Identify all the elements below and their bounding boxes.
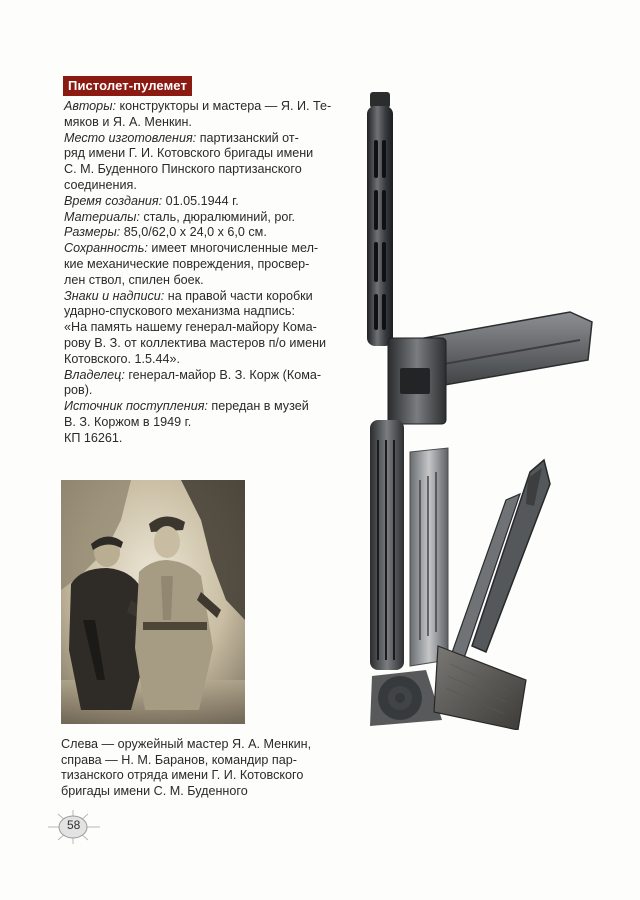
marks-line-3: «На память нашему генерал-майору Кома-: [64, 320, 317, 335]
authors-line: [64, 99, 348, 115]
marks-label: Знаки и надписи:: [64, 288, 165, 303]
authors-label: Авторы:: [64, 99, 116, 113]
marks-line-4: рову В. З. от коллектива мастеров п/о имени: [64, 335, 327, 350]
place-line-3: С. М. Буденного Пинского партизанского: [64, 162, 302, 177]
folding-stock: [448, 460, 550, 670]
owner-line-2: ров).: [64, 383, 93, 398]
condition-line-3: лен ствол, спилен боек.: [64, 272, 204, 287]
place-value: партизанский от-: [196, 130, 299, 145]
section-heading: Пистолет-пулемет: [63, 76, 192, 96]
condition-label: Сохранность:: [64, 241, 148, 256]
owner-line: [64, 368, 348, 384]
barrel: [367, 92, 393, 346]
owner-label: Владелец:: [64, 367, 125, 382]
marks-value: на правой части коробки: [164, 288, 313, 303]
source-label: Источник поступления:: [64, 399, 208, 414]
materials-label: Материалы:: [64, 209, 140, 224]
marks-line-5: Котовского. 1.5.44».: [64, 351, 181, 366]
time-value: 01.05.1944 г.: [162, 193, 239, 208]
archival-photo: [61, 480, 245, 724]
authors-line-2: мяков и Я. А. Менкин.: [64, 114, 192, 129]
receiver: [370, 420, 404, 670]
authors-value: конструкторы и мастера — Я. И. Те-: [115, 99, 332, 113]
source-line: [64, 399, 348, 415]
submachine-gun-image: [330, 80, 600, 730]
caption-line-4: бригады имени С. М. Буденного: [61, 783, 248, 798]
place-line-4: соединения.: [64, 177, 137, 192]
trigger-group: [370, 670, 442, 726]
condition-value: имеет многочисленные мел-: [147, 241, 319, 256]
inscribed-plate: [410, 448, 448, 666]
marks-line: [64, 289, 348, 305]
sizes-value: 85,0/62,0 х 24,0 х 6,0 см.: [120, 225, 267, 240]
page-number: 58: [67, 818, 81, 832]
artifact-description: [64, 99, 348, 447]
pistol-grip: [434, 646, 526, 730]
caption-line-2: справа — Н. М. Баранов, командир пар-: [61, 752, 297, 767]
place-line-2: ряд имени Г. И. Котовского бригады имени: [64, 146, 314, 161]
condition-line-2: кие механические повреждения, просвер-: [64, 256, 310, 271]
inventory-number: КП 16261.: [64, 430, 123, 445]
condition-line: [64, 241, 348, 257]
photo-caption: [61, 737, 331, 799]
source-line-2: В. З. Коржом в 1949 г.: [64, 414, 192, 429]
magazine-housing: [388, 338, 446, 424]
caption-line-1: Слева — оружейный мастер Я. А. Менкин,: [61, 737, 312, 751]
sizes-label: Размеры:: [64, 225, 121, 240]
materials-line: [64, 210, 348, 226]
owner-value: генерал-майор В. З. Корж (Кома-: [124, 367, 322, 382]
source-value: передан в музей: [207, 399, 309, 414]
time-label: Время создания:: [64, 193, 163, 208]
time-line: [64, 194, 348, 210]
marks-line-2: ударно-спускового механизма надпись:: [64, 304, 295, 319]
materials-value: сталь, дюралюминий, рог.: [139, 209, 295, 224]
sizes-line: [64, 225, 348, 241]
caption-line-3: тизанского отряда имени Г. И. Котовского: [61, 768, 304, 783]
place-line: [64, 131, 348, 147]
place-label: Место изготовления:: [64, 130, 197, 145]
